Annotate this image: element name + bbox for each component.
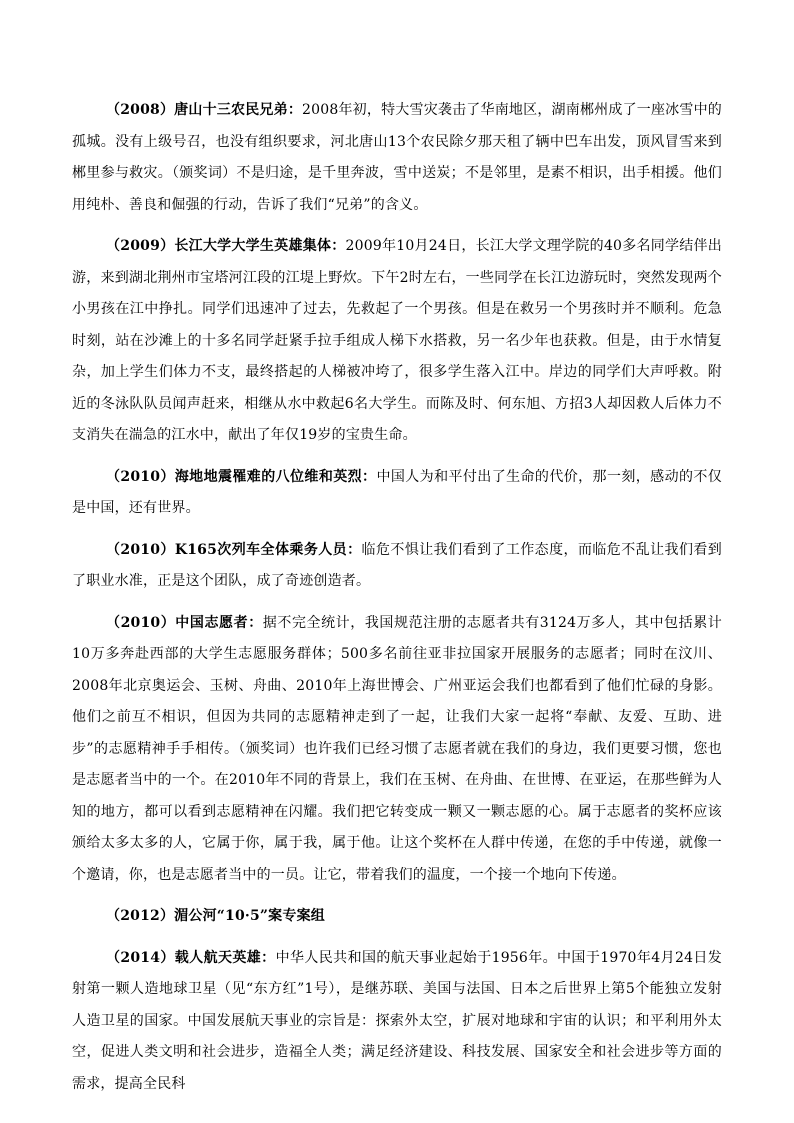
paragraph-tangshan-brothers bbox=[72, 95, 722, 221]
paragraph-text: 2008年初，特大雪灾袭击了华南地区，湖南郴州成了一座冰雪中的孤城。没有上级号召，也没有组织要求，河北唐山13个农民除夕那天租了辆中巴车出发，顶风冒雪来到郴里参与救灾。（颁奖词）不是归途，是千里奔波，雪中送炭；不是邻里，是素不相识，出手相援。他们用纯朴、善良和倔强的行动，告诉了我们“兄弟”的含义。 bbox=[72, 102, 722, 213]
paragraph-heading: （2010）K165次列车全体乘务人员： bbox=[106, 541, 362, 558]
paragraph-heading: （2008）唐山十三农民兄弟： bbox=[106, 102, 303, 118]
paragraph-text: 据不完全统计，我国规范注册的志愿者共有3124万多人，其中包括累计10万多奔赴西部的大学生志愿服务群体；500多名前往亚非拉国家开展服务的志愿者；同时在汶川、2008年北京奥运会、玉树、舟曲、2010年上海世博会、广州亚运会我们也都看到了他们忙碌的身影。他们之前互不相识，但因为共同的志愿精神走到了一起，让我们大家一起将“奉献、友爱、互助、进步”的志愿精神手手相传。（颁奖词）也许我们已经习惯了志愿者就在我们的身边，我们更要习惯，您也是志愿者当中的一个。在2010年不同的背景上，我们在玉树、在舟曲、在世博、在亚运，在那些鲜为人知的地方，都可以看到志愿精神在闪耀。我们把它转变成一颗又一颗志愿的心。属于志愿者的奖杯应该颁给太多太多的人，它属于你，属于我，属于他。让这个奖杯在人群中传递，在您的手中传递，就像一个邀请，你，也是志愿者当中的一员。让它，带着我们的温度，一个接一个地向下传递。 bbox=[72, 614, 722, 883]
paragraph-text: 中华人民共和国的航天事业起始于1956年。中国于1970年4月24日发射第一颗人造地球卫星（见“东方红”1号），是继苏联、美国与法国、日本之后世界上第5个能独立发射人造卫星的国家。中国发展航天事业的宗旨是：探索外太空，扩展对地球和宇宙的认识；和平利用外太空，促进人类文明和社会进步，造福全人类；满足经济建设、科技发展、国家安全和社会进步等方面的需求，提高全民科 bbox=[72, 949, 722, 1092]
paragraph-text: 2009年10月24日，长江大学文理学院的40多名同学结伴出游，来到湖北荆州市宝塔河江段的江堤上野炊。下午2时左右，一些同学在长江边游玩时，突然发现两个小男孩在江中挣扎。同学们迅速冲了过去，先救起了一个男孩。但是在救另一个男孩时并不顺利。危急时刻，站在沙滩上的十多名同学赶紧手拉手组成人梯下水搭救，另一名少年也获救。但是，由于水情复杂，加上学生们体力不支，最终搭起的人梯被冲垮了，很多学生落入江中。岸边的同学们大声呼救。附近的冬泳队队员闻声赶来，相继从水中救起6名大学生。而陈及时、何东旭、方招3人却因救人后体力不支消失在湍急的江水中，献出了年仅19岁的宝贵生命。 bbox=[72, 238, 722, 443]
paragraph-space-heroes bbox=[72, 943, 722, 1101]
paragraph-heading: （2010）中国志愿者： bbox=[106, 614, 263, 631]
paragraph-yangtze-university-students bbox=[72, 231, 722, 452]
paragraph-china-volunteers bbox=[72, 608, 722, 892]
paragraph-heading: （2009）长江大学大学生英雄集体： bbox=[106, 238, 346, 254]
paragraph-haiti-peacekeepers bbox=[72, 462, 722, 525]
paragraph-k165-crew bbox=[72, 535, 722, 598]
paragraph-text: 中国人为和平付出了生命的代价，那一刻，感动的不仅是中国，还有世界。 bbox=[72, 468, 722, 516]
paragraph-heading: （2012）湄公河“10·5”案专案组 bbox=[106, 908, 325, 924]
paragraph-heading: （2014）载人航天英雄： bbox=[106, 949, 276, 966]
document-body bbox=[72, 95, 722, 1110]
paragraph-text: 临危不惧让我们看到了工作态度，而临危不乱让我们看到了职业水准，正是这个团队，成了奇迹创造者。 bbox=[72, 541, 723, 589]
paragraph-mekong-task-force bbox=[72, 901, 722, 933]
paragraph-heading: （2010）海地地震罹难的八位维和英烈： bbox=[106, 468, 377, 485]
